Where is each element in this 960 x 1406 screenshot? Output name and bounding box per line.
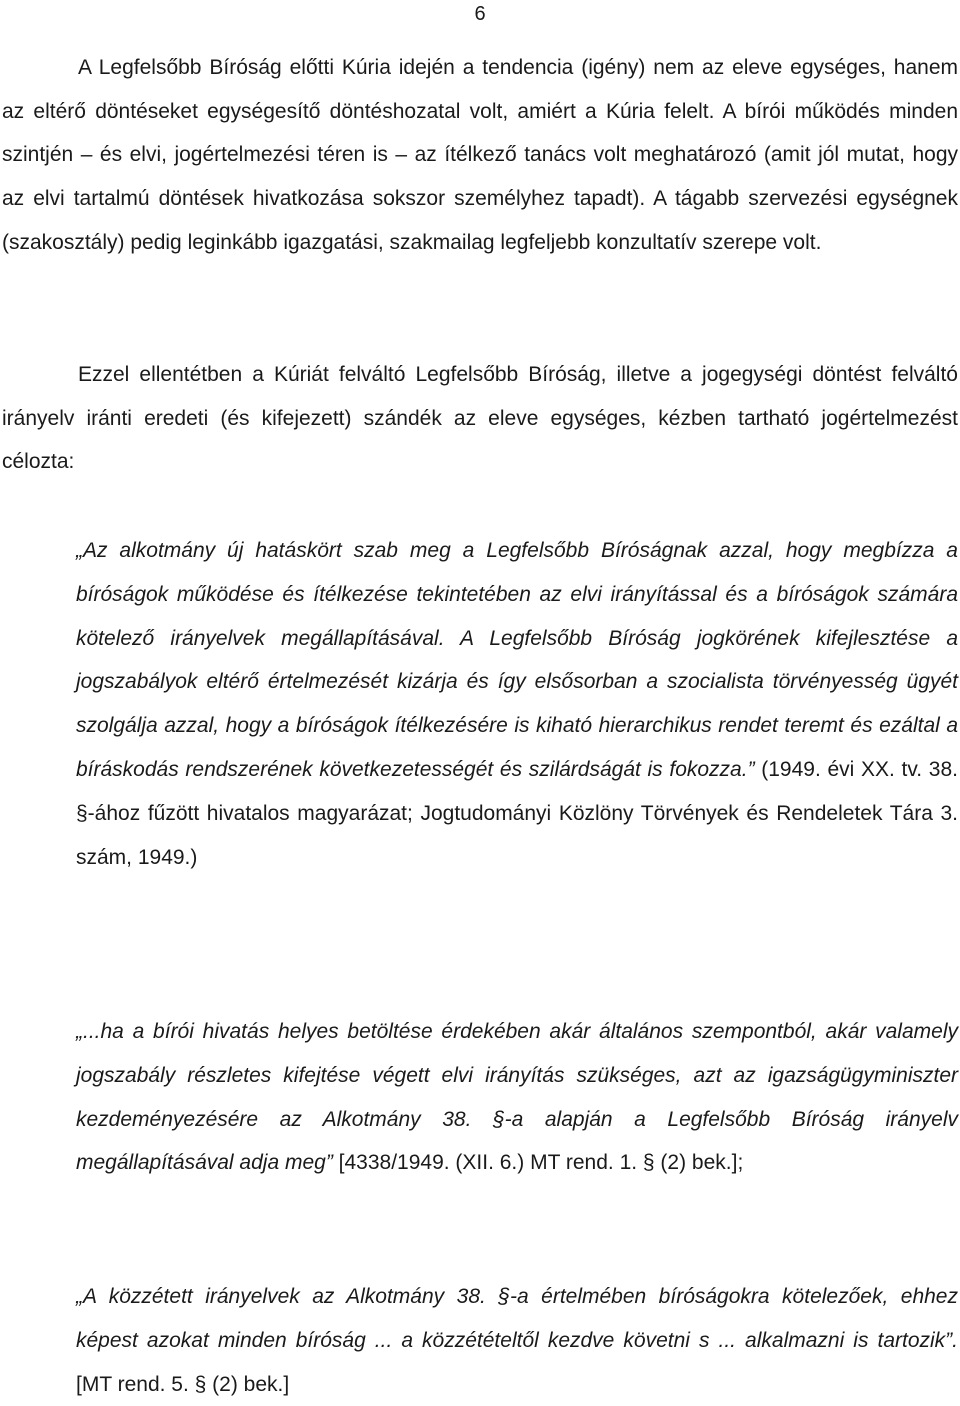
block-quote-3 [76, 1275, 958, 1406]
block-quote-1 [76, 529, 958, 879]
quote-text-2: „...ha a bírói hivatás helyes betöltése érdekében akár általános szempontból, akár valamely jogszabály részletes kifejtése végett elvi irányítás szükséges, azt az igazságügyminiszter kezdeményezésére az Alkotmány 38. §-a alapján a Legfelsőbb Bíróság irányelv megállapításával adja meg” [76, 1020, 958, 1175]
quote-citation-1: (1949. évi XX. tv. 38. §-ához fűzött hivatalos magyarázat; Jogtudományi Közlöny Törvények és Rendeletek Tára 3. szám, 1949.) [76, 757, 958, 869]
block-quote-2 [76, 1010, 958, 1185]
body-paragraph-1: A Legfelsőbb Bíróság előtti Kúria idején a tendencia (igény) nem az eleve egységes, hanem az eltérő döntéseket egységesítő döntéshozatal volt, amiért a Kúria felelt. A bírói működés minden szintjén – és elvi, jogértelmezési téren is – az ítélkező tanács volt meghatározó (amit jól mutat, hogy az elvi tartalmú döntések hivatkozása sokszor személyhez tapadt). A tágabb szervezési egységnek (szakosztály) pedig leginkább igazgatási, szakmailag legfeljebb konzultatív szerepe volt. [2, 56, 958, 254]
page-number: 6 [474, 3, 486, 25]
quote-text-3: „A közzétett irányelvek az Alkotmány 38. §-a értelmében bíróságokra kötelezőek, ehhez képest azokat minden bíróság ... a közzétételtől kezdve követni s ... alkalmazni is tartozik”. [76, 1285, 958, 1352]
quote-citation-3: [MT rend. 5. § (2) bek.] [76, 1372, 290, 1396]
body-paragraph-2: Ezzel ellentétben a Kúriát felváltó Legfelsőbb Bíróság, illetve a jogegységi döntést felváltó irányelv iránti eredeti (és kifejezett) szándék az eleve egységes, kézben tartható jogértelmezést célozta: [2, 363, 958, 474]
quote-text-1: „Az alkotmány új hatáskört szab meg a Legfelsőbb Bíróságnak azzal, hogy megbízza a bíróságok működése és ítélkezése tekintetében az elvi irányítással és a bíróságok számára kötelező irányelvek megállapításával. A Legfelsőbb Bíróság jogkörének kifejlesztése a jogszabályok eltérő értelmezését kizárja és így elsősorban a szocialista törvényesség ügyét szolgálja azzal, hogy a bíróságok ítélkezésére is kiható hierarchikus rendet teremt és ezáltal a bíráskodás rendszerének következetességét és szilárdságát is fokozza.” [76, 539, 958, 781]
quote-citation-2: [4338/1949. (XII. 6.) MT rend. 1. § (2) bek.]; [332, 1151, 744, 1175]
